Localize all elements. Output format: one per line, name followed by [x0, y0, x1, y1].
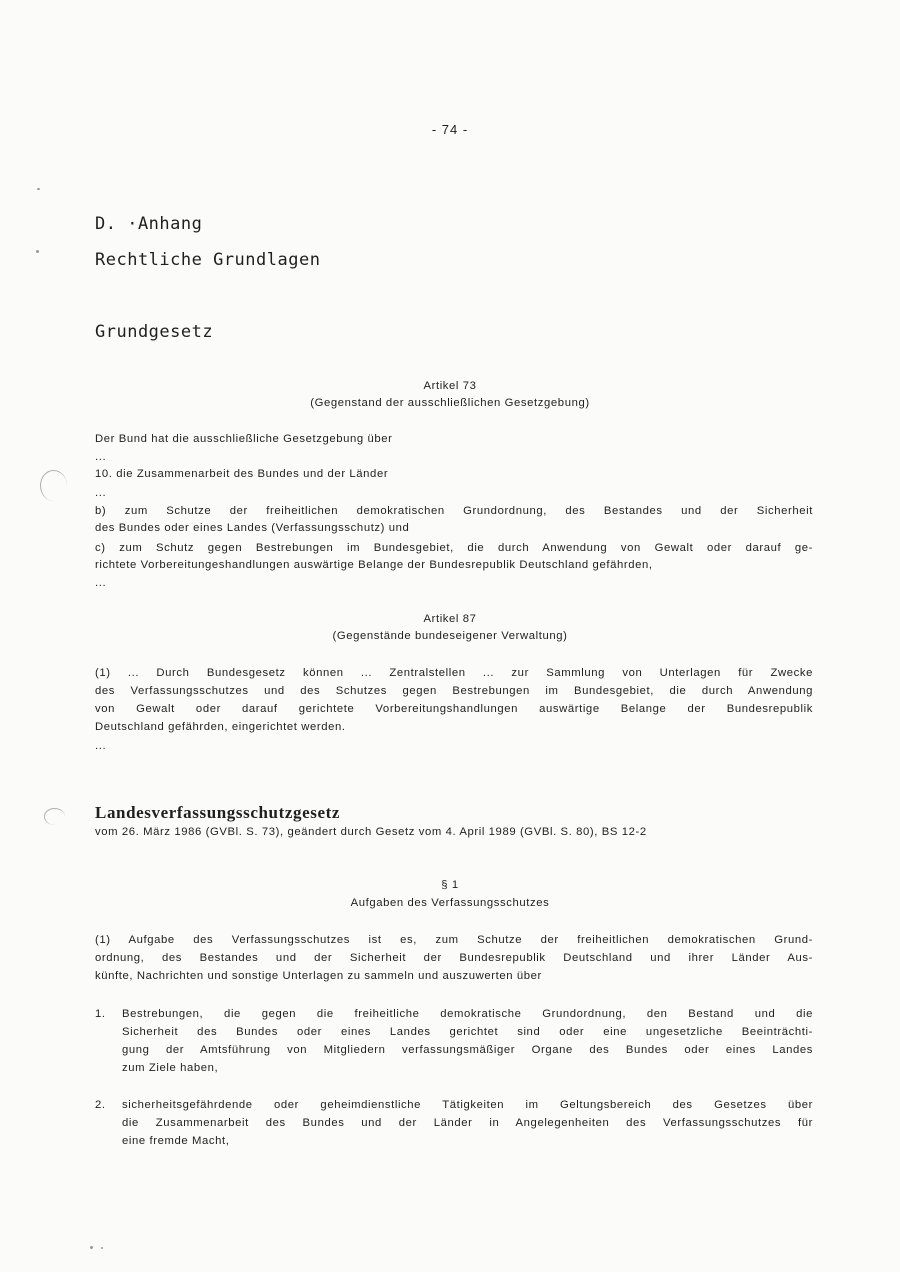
grundgesetz-title: Grundgesetz: [95, 322, 214, 342]
art87-subtitle: (Gegenstände bundeseigener Verwaltung): [332, 630, 568, 642]
par1-item1-line4: zum Ziele haben,: [122, 1062, 219, 1074]
scan-speck: [101, 1247, 103, 1249]
ellipsis: ...: [95, 487, 107, 499]
par1-item2-number: 2.: [95, 1099, 106, 1111]
ellipsis: ...: [95, 451, 107, 463]
par1-item1-number: 1.: [95, 1008, 106, 1020]
par1-item2-line3: eine fremde Macht,: [122, 1135, 230, 1147]
par1-item2-line1: sicherheitsgefährdende oder geheimdienstliche Tätigkeiten im Geltungsbereich des Gesetzes über: [122, 1099, 813, 1111]
subheading: Rechtliche Grundlagen: [95, 250, 321, 270]
art87-line3: von Gewalt oder darauf gerichtete Vorbereitungshandlungen auswärtige Belange der Bundesrepublik: [95, 703, 813, 715]
art73-item-10: 10. die Zusammenarbeit des Bundes und der Länder: [95, 468, 389, 480]
lvsg-date-line: vom 26. März 1986 (GVBl. S. 73), geändert durch Gesetz vom 4. April 1989 (GVBl. S. 80), BS 12-2: [95, 826, 647, 838]
art87-line4: Deutschland gefährden, eingerichtet werden.: [95, 721, 346, 733]
section-heading: D. ·Anhang: [95, 214, 203, 234]
ellipsis: ...: [95, 740, 107, 752]
art87-line2: des Verfassungsschutzes und des Schutzes gegen Bestrebungen im Bundesgebiet, die durch Anwendung: [95, 685, 813, 697]
art73-c-line2: richtete Vorbereitungeshandlungen auswärtige Belange der Bundesrepublik Deutschland gefährden,: [95, 559, 653, 571]
art73-c-line1: c) zum Schutz gegen Bestrebungen im Bundesgebiet, die durch Anwendung von Gewalt oder darauf ge-: [95, 542, 813, 554]
art73-subtitle: (Gegenstand der ausschließlichen Gesetzgebung): [310, 397, 590, 409]
par1-symbol: § 1: [441, 879, 459, 891]
par1-subtitle: Aufgaben des Verfassungsschutzes: [350, 897, 550, 909]
art73-intro: Der Bund hat die ausschließliche Gesetzgebung über: [95, 433, 393, 445]
page-number: - 74 -: [431, 122, 469, 137]
par1-line1: (1) Aufgabe des Verfassungsschutzes ist es, zum Schutze der freiheitlichen demokratischen Grund-: [95, 934, 813, 946]
art87-title: Artikel 87: [423, 613, 477, 625]
scan-artifact-arc-2: [44, 808, 65, 825]
scan-speck: [36, 250, 39, 253]
par1-item1-line1: Bestrebungen, die gegen die freiheitliche demokratische Grundordnung, den Bestand und die: [122, 1008, 813, 1020]
par1-item1-line2: Sicherheit des Bundes oder eines Landes gerichtet sind oder eine ungesetzliche Beeinträchti-: [122, 1026, 813, 1038]
lvsg-title: Landesverfassungsschutzgesetz: [95, 803, 341, 822]
art87-line1: (1) ... Durch Bundesgesetz können ... Zentralstellen ... zur Sammlung von Unterlagen für Zwecke: [95, 667, 813, 679]
par1-line2: ordnung, des Bestandes und der Sicherheit der Bundesrepublik Deutschland und ihrer Länder Aus-: [95, 952, 813, 964]
scan-artifact-arc: [40, 470, 67, 501]
par1-line3: künfte, Nachrichten und sonstige Unterlagen zu sammeln und auszuwerten über: [95, 970, 542, 982]
par1-item2-line2: die Zusammenarbeit des Bundes und der Länder in Angelegenheiten des Verfassungsschutzes für: [122, 1117, 813, 1129]
scan-speck: [90, 1246, 93, 1249]
par1-item1-line3: gung der Amtsführung von Mitgliedern verfassungsmäßiger Organe des Bundes oder eines Landes: [122, 1044, 813, 1056]
art73-title: Artikel 73: [423, 380, 477, 392]
art73-b-line1: b) zum Schutze der freiheitlichen demokratischen Grundordnung, des Bestandes und der Sicherheit: [95, 505, 813, 517]
ellipsis: ...: [95, 577, 107, 589]
art73-b-line2: des Bundes oder eines Landes (Verfassungsschutz) und: [95, 522, 410, 534]
scan-speck: [37, 188, 40, 190]
